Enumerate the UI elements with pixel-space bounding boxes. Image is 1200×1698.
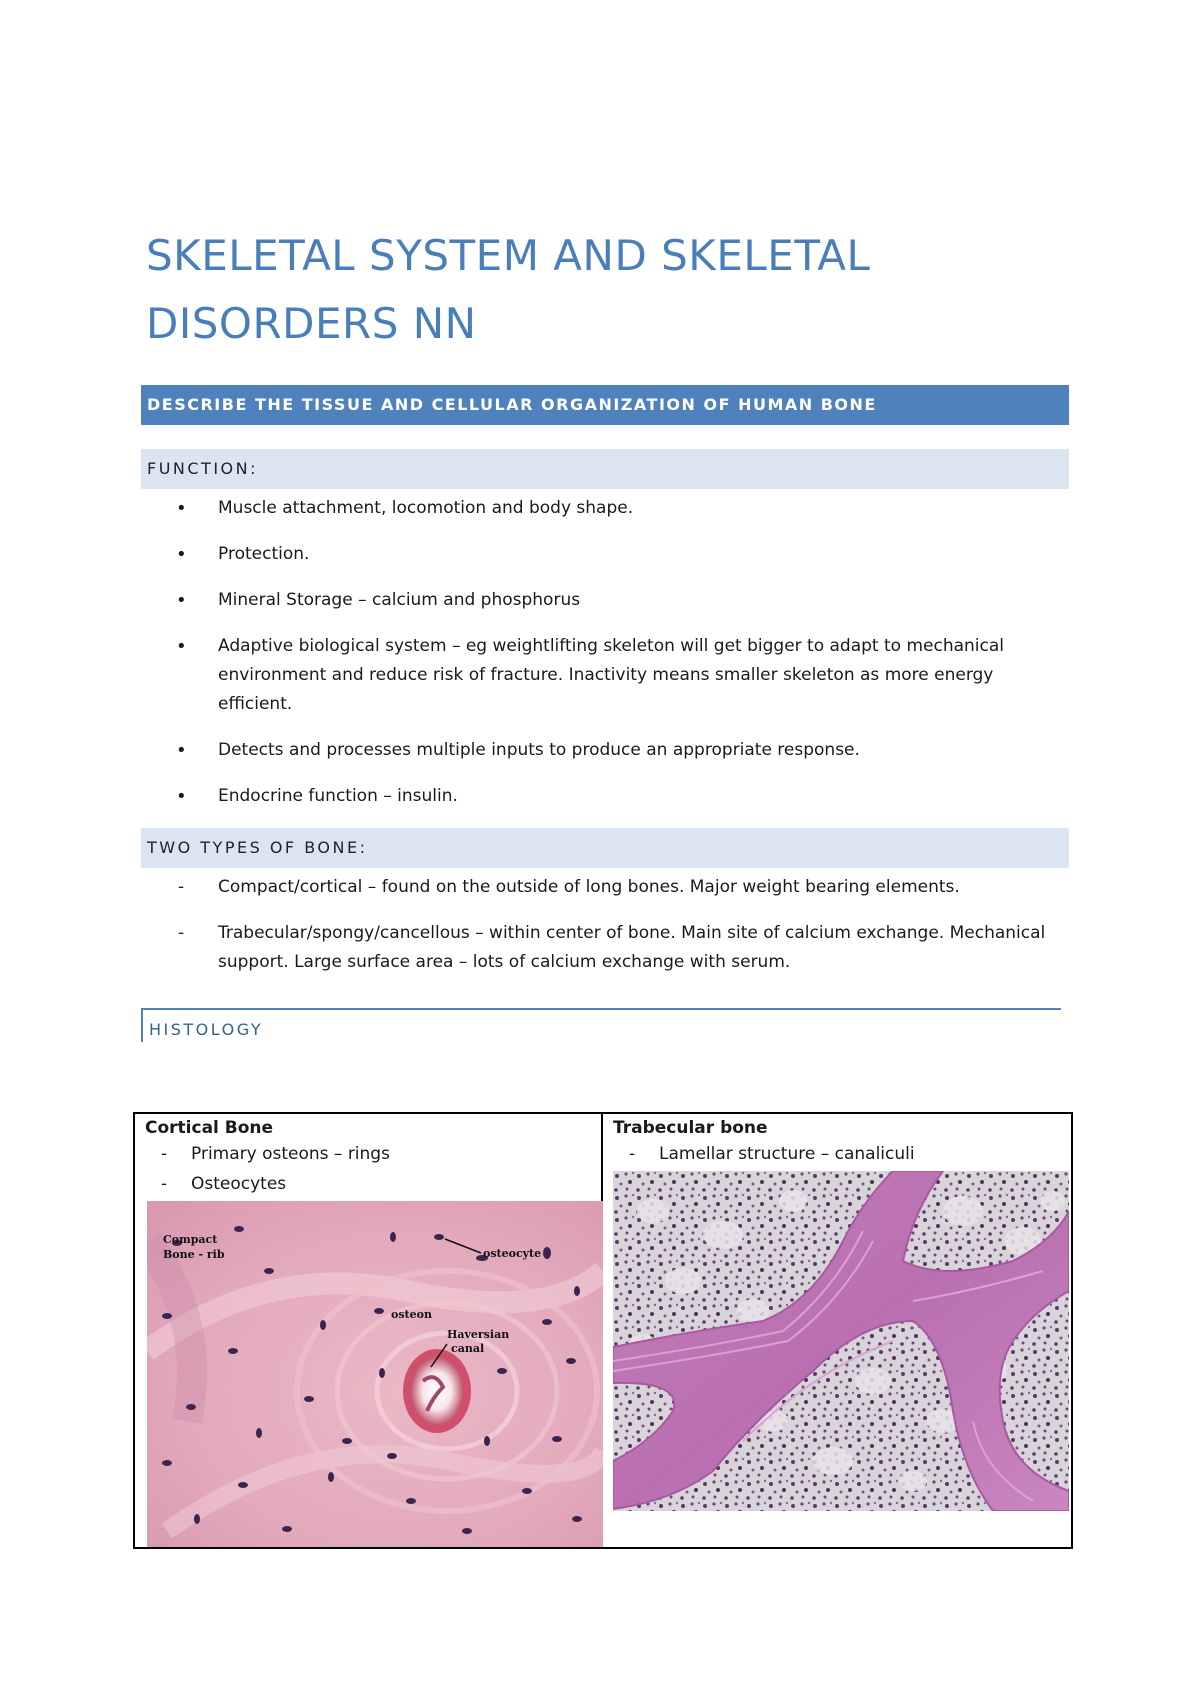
- list-item: • Mineral Storage – calcium and phosphorus: [176, 586, 1056, 615]
- bone-types-list: [176, 873, 1056, 994]
- trabecular-bone-list: [603, 1139, 1071, 1169]
- title-line-1: SKELETAL SYSTEM AND SKELETAL: [146, 231, 871, 280]
- cortical-bone-cell: [134, 1113, 602, 1548]
- list-item: • Protection.: [176, 540, 1056, 569]
- heading-histology: HISTOLOGY: [141, 1008, 1061, 1042]
- trabecular-bone-title: Trabecular bone: [613, 1118, 768, 1138]
- cortical-bone-title: Cortical Bone: [145, 1118, 274, 1138]
- label-osteocyte: osteocyte: [483, 1247, 542, 1260]
- list-item: • Adaptive biological system – eg weightlifting skeleton will get bigger to adapt to mechanical environment and reduce risk of fracture. Inactivity means smaller skeleton as more energy efficient.: [176, 632, 1056, 719]
- label-osteon: osteon: [391, 1308, 432, 1321]
- cortical-bone-list: [135, 1139, 601, 1199]
- list-item: - Primary osteons – rings: [149, 1139, 601, 1169]
- list-item: - Osteocytes: [149, 1169, 601, 1199]
- list-item: • Detects and processes multiple inputs to produce an appropriate response.: [176, 736, 1056, 765]
- histology-table: [133, 1112, 1073, 1549]
- trabecular-bone-micrograph: [613, 1171, 1069, 1511]
- title-line-2: DISORDERS NN: [146, 299, 477, 348]
- label-compact: Compact: [163, 1233, 218, 1246]
- list-item: - Lamellar structure – canaliculi: [617, 1139, 1071, 1169]
- list-item: - Trabecular/spongy/cancellous – within center of bone. Main site of calcium exchange. Mechanical support. Large surface area – lots of calcium exchange with serum.: [176, 919, 1056, 977]
- trabecular-bone-cell: [602, 1113, 1072, 1548]
- cortical-bone-micrograph: [147, 1201, 603, 1547]
- label-haversian: Haversian: [447, 1328, 510, 1341]
- heading-two-types-of-bone: TWO TYPES OF BONE:: [141, 828, 1069, 868]
- list-item: - Compact/cortical – found on the outside of long bones. Major weight bearing elements.: [176, 873, 1056, 902]
- page-title: [146, 222, 1106, 358]
- function-list: [176, 494, 1056, 828]
- label-bone-rib: Bone - rib: [163, 1248, 225, 1261]
- heading-function: FUNCTION:: [141, 449, 1069, 489]
- list-item: • Muscle attachment, locomotion and body shape.: [176, 494, 1056, 523]
- label-canal: canal: [451, 1342, 485, 1355]
- heading-describe-tissue: DESCRIBE THE TISSUE AND CELLULAR ORGANIZATION OF HUMAN BONE: [141, 385, 1069, 425]
- list-item: • Endocrine function – insulin.: [176, 782, 1056, 811]
